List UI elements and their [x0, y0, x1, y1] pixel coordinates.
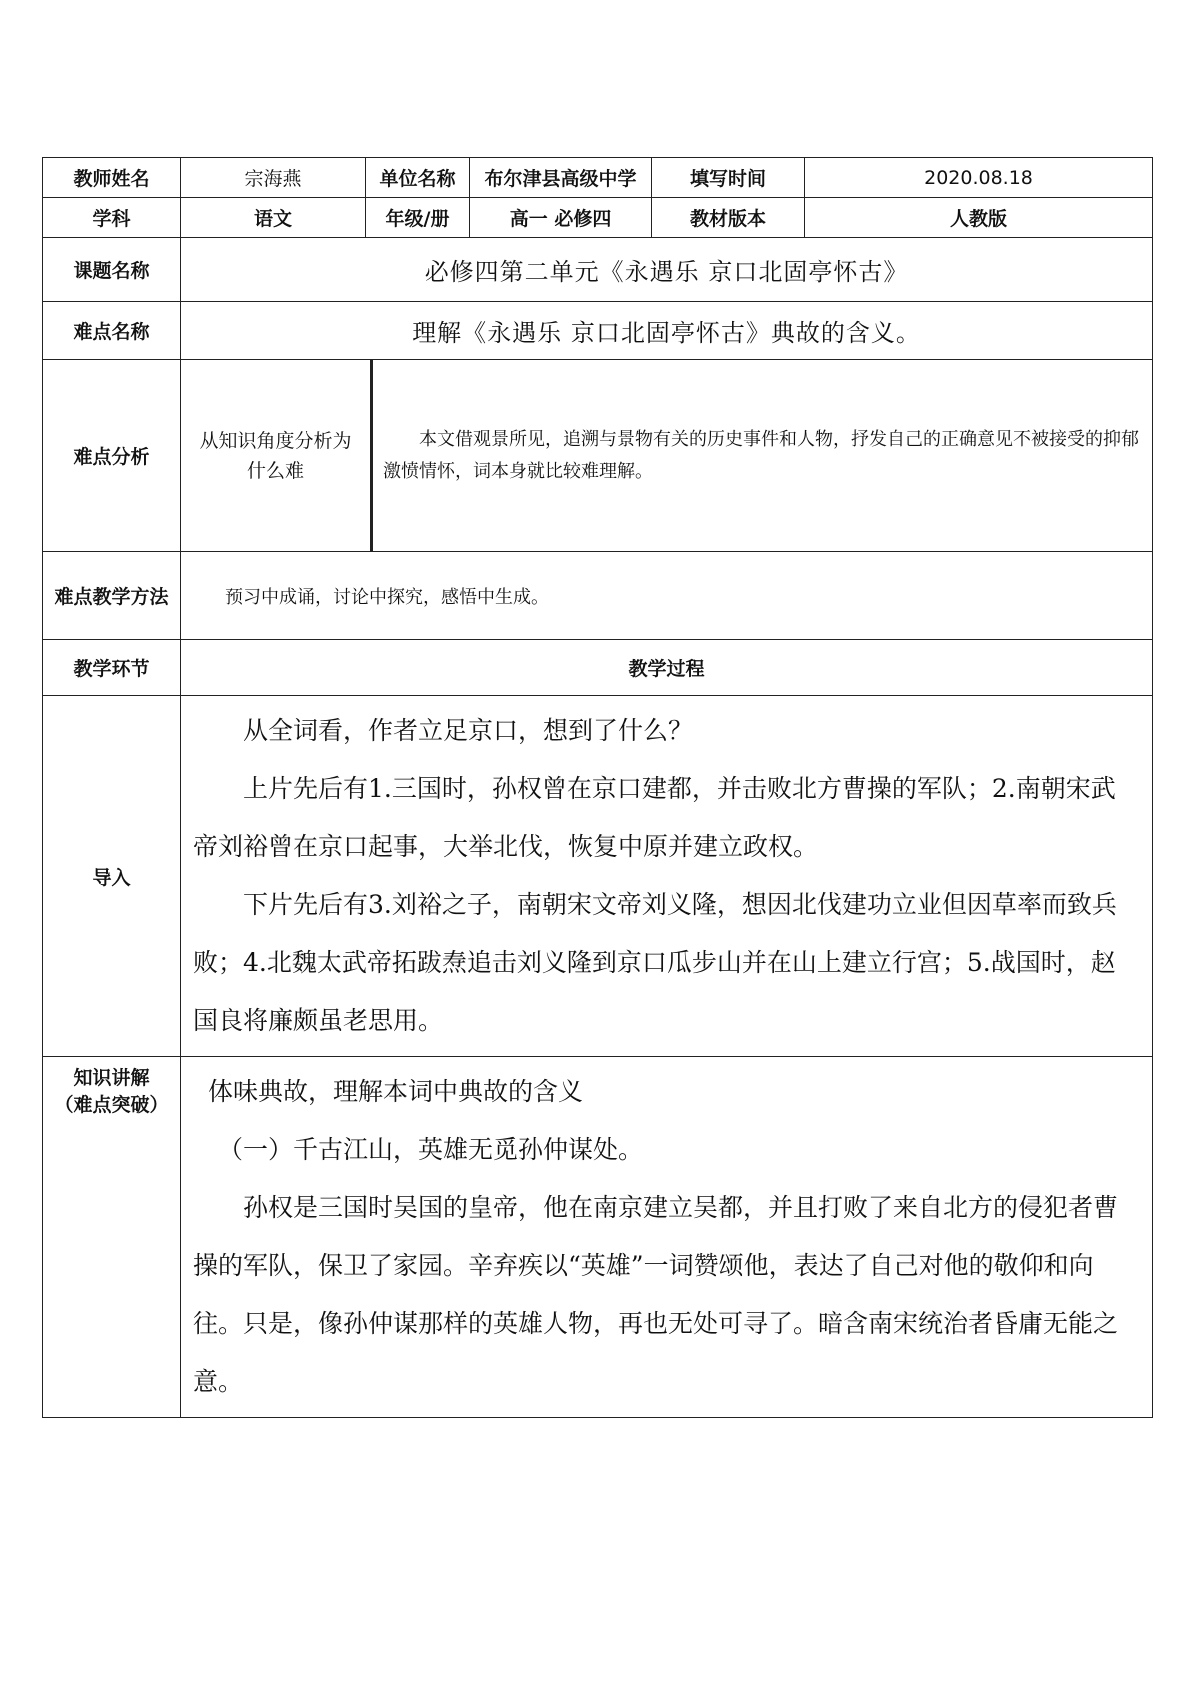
knowledge-paragraph: 孙权是三国时吴国的皇帝，他在南京建立吴都，并且打败了来自北方的侵犯者曹操的军队，保卫了家园。辛弃疾以“英雄”一词赞颂他，表达了自己对他的敬仰和向往。只是，像孙仲谋那样的英雄人物，再也无处可寻了。暗含南宋统治者昏庸无能之意。 [193, 1193, 1119, 1396]
intro-content [181, 696, 1153, 1057]
intro-paragraph: 上片先后有1.三国时，孙权曾在京口建都，并击败北方曹操的军队；2.南朝宋武帝刘裕曾在京口起事，大举北伐，恢复中原并建立政权。 [193, 774, 1116, 861]
analysis-label: 难点分析 [43, 360, 181, 552]
process-stage-label: 教学环节 [43, 640, 181, 696]
analysis-text-cell [372, 360, 1153, 552]
intro-label: 导入 [43, 696, 181, 1057]
teacher-name-label: 教师姓名 [43, 158, 181, 198]
subject-label: 学科 [43, 198, 181, 238]
intro-row [43, 696, 1153, 1057]
fill-date-value: 2020.08.18 [805, 158, 1153, 198]
method-label: 难点教学方法 [43, 552, 181, 640]
method-text: 预习中成诵，讨论中探究，感悟中生成。 [181, 552, 1153, 640]
process-header-row [43, 640, 1153, 696]
topic-value: 必修四第二单元《永遇乐 京口北固亭怀古》 [181, 238, 1153, 302]
method-row [43, 552, 1153, 640]
grade-label: 年级/册 [366, 198, 470, 238]
analysis-sub-label: 从知识角度分析为什么难 [181, 360, 372, 552]
intro-paragraph: 下片先后有3.刘裕之子，南朝宋文帝刘义隆，想因北伐建功立业但因草率而致兵败；4.北魏太武帝拓跋焘追击刘义隆到京口瓜步山并在山上建立行宫；5.战国时，赵国良将廉颇虽老思用。 [193, 890, 1117, 1035]
subject-value: 语文 [181, 198, 366, 238]
topic-row [43, 238, 1153, 302]
intro-paragraph: 从全词看，作者立足京口，想到了什么？ [243, 716, 694, 745]
analysis-text: 本文借观景所见，追溯与景物有关的历史事件和人物，抒发自己的正确意见不被接受的抑郁激愤情怀，词本身就比较难理解。 [383, 428, 1139, 482]
lesson-plan-table [42, 157, 1153, 1418]
knowledge-intro-line: 体味典故，理解本词中典故的含义 [208, 1077, 584, 1106]
knowledge-row [43, 1057, 1153, 1418]
teacher-name-value: 宗海燕 [181, 158, 366, 198]
process-label: 教学过程 [181, 640, 1153, 696]
grade-value: 高一 必修四 [470, 198, 652, 238]
edition-label: 教材版本 [652, 198, 805, 238]
analysis-row [43, 360, 1153, 552]
header-row-2 [43, 198, 1153, 238]
header-row-1 [43, 158, 1153, 198]
knowledge-section-title: （一）千古江山，英雄无觅孙仲谋处。 [218, 1135, 644, 1164]
knowledge-label-line1: 知识讲解 [73, 1067, 150, 1089]
difficulty-value: 理解《永遇乐 京口北固亭怀古》典故的含义。 [181, 302, 1153, 360]
topic-label: 课题名称 [43, 238, 181, 302]
edition-value: 人教版 [805, 198, 1153, 238]
fill-date-label: 填写时间 [652, 158, 805, 198]
knowledge-label-line2: （难点突破） [54, 1094, 169, 1116]
difficulty-row [43, 302, 1153, 360]
knowledge-content [181, 1057, 1153, 1418]
unit-name-label: 单位名称 [366, 158, 470, 198]
knowledge-label [43, 1057, 181, 1418]
unit-name-value: 布尔津县高级中学 [470, 158, 652, 198]
difficulty-label: 难点名称 [43, 302, 181, 360]
